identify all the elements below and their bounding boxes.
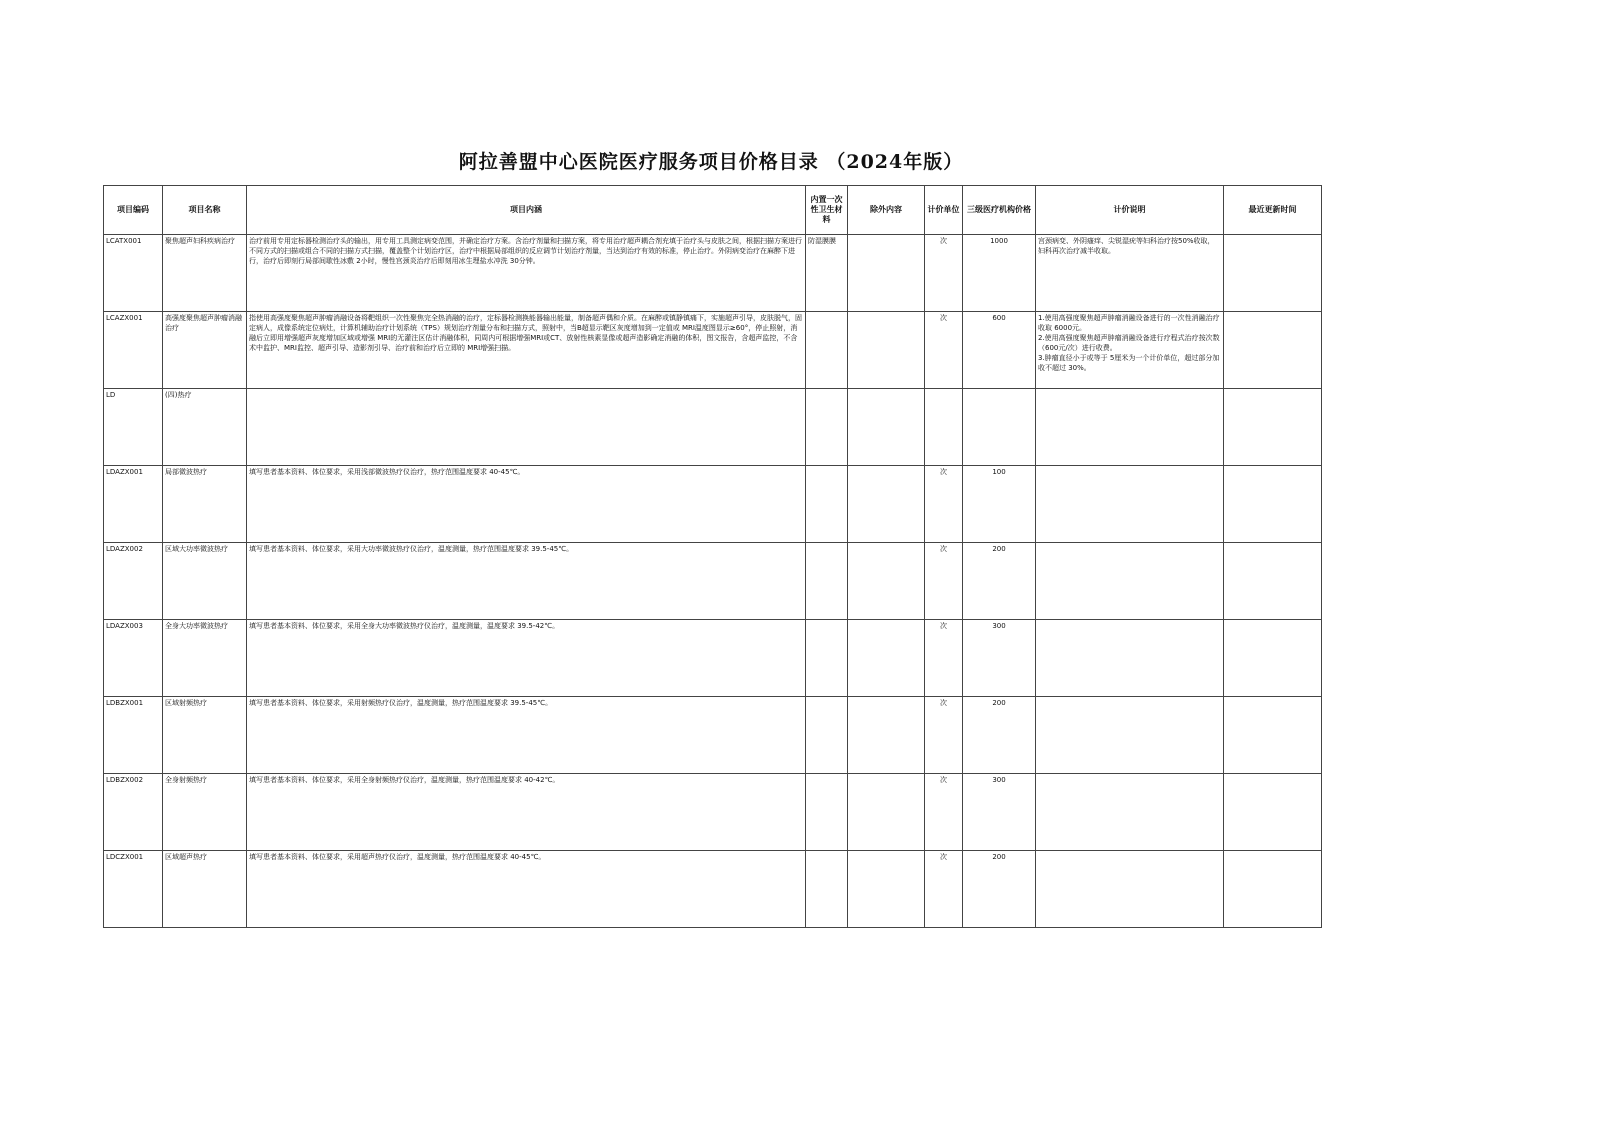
- cell-excluded: [848, 466, 925, 543]
- cell-excluded: [848, 774, 925, 851]
- cell-material: [806, 389, 848, 466]
- cell-note: [1036, 774, 1224, 851]
- cell-code: LDCZX001: [104, 851, 163, 928]
- cell-unit: [925, 389, 963, 466]
- cell-code: LCAZX001: [104, 312, 163, 389]
- table-row: [104, 774, 1322, 851]
- cell-price: [963, 389, 1036, 466]
- cell-excluded: [848, 312, 925, 389]
- cell-content: 填写患者基本资料、体位要求，采用射频热疗仪治疗，温度测量，热疗范围温度要求 39.5-45℃。: [247, 697, 806, 774]
- cell-unit: 次: [925, 543, 963, 620]
- cell-updated: [1224, 466, 1322, 543]
- table-header-row: [104, 186, 1322, 235]
- cell-content: 填写患者基本资料、体位要求，采用浅部微波热疗仪治疗，热疗范围温度要求 40-45℃。: [247, 466, 806, 543]
- table-row: [104, 851, 1322, 928]
- cell-updated: [1224, 312, 1322, 389]
- cell-unit: 次: [925, 697, 963, 774]
- cell-code: LDAZX003: [104, 620, 163, 697]
- cell-code: LCATX001: [104, 235, 163, 312]
- cell-content: 指使用高强度聚焦超声肿瘤消融设备将靶组织一次性聚焦完全热消融的治疗，定标器检测换能器输出能量，制备超声偶和介质。在麻醉或镇静镇痛下，实施超声引导，皮肤脱气，固定病人，成像系统定位病灶，计算机辅助治疗计划系统（TPS）规划治疗剂量分布和扫描方式，照射中，当B超显示靶区灰度增加到一定值或 MRI温度图显示≥60°，停止照射，消融后立即用增强超声灰度增加区域或增强 MRI的无灌注区估计消融体积，同周内可根据增强MRI或CT、放射性核素显像或超声造影确定消融的体积，图文报告，含超声监控，不含术中监护、MRI监控、超声引导、造影剂引导、治疗前和治疗后立即的 MRI增强扫描。: [247, 312, 806, 389]
- cell-material: [806, 312, 848, 389]
- cell-code: LDAZX002: [104, 543, 163, 620]
- cell-unit: 次: [925, 312, 963, 389]
- cell-content: 填写患者基本资料、体位要求，采用超声热疗仪治疗，温度测量，热疗范围温度要求 40-45℃。: [247, 851, 806, 928]
- header-updated: 最近更新时间: [1224, 186, 1322, 235]
- table-row: [104, 620, 1322, 697]
- cell-price: 100: [963, 466, 1036, 543]
- table-row: [104, 466, 1322, 543]
- table-row: [104, 389, 1322, 466]
- cell-content: 填写患者基本资料、体位要求，采用大功率微波热疗仪治疗，温度测量，热疗范围温度要求 39.5-45℃。: [247, 543, 806, 620]
- table-row: [104, 543, 1322, 620]
- cell-code: LD: [104, 389, 163, 466]
- table-row: [104, 697, 1322, 774]
- cell-note: [1036, 697, 1224, 774]
- cell-excluded: [848, 851, 925, 928]
- cell-updated: [1224, 851, 1322, 928]
- cell-content: [247, 389, 806, 466]
- cell-name: 高强度聚焦超声肿瘤消融治疗: [163, 312, 247, 389]
- cell-price: 1000: [963, 235, 1036, 312]
- header-note: 计价说明: [1036, 186, 1224, 235]
- cell-updated: [1224, 620, 1322, 697]
- cell-material: [806, 774, 848, 851]
- cell-unit: 次: [925, 851, 963, 928]
- cell-updated: [1224, 389, 1322, 466]
- cell-updated: [1224, 697, 1322, 774]
- cell-name: 区域大功率微波热疗: [163, 543, 247, 620]
- header-content: 项目内涵: [247, 186, 806, 235]
- cell-note: [1036, 466, 1224, 543]
- cell-updated: [1224, 774, 1322, 851]
- header-price: 三级医疗机构价格: [963, 186, 1036, 235]
- note-line: 宫颈病变、外阴瘙痒、尖锐湿疣等妇科治疗按50%收取，妇科再次治疗减半收取。: [1038, 237, 1215, 255]
- cell-price: 600: [963, 312, 1036, 389]
- cell-name: 区域射频热疗: [163, 697, 247, 774]
- cell-unit: 次: [925, 466, 963, 543]
- header-name: 项目名称: [163, 186, 247, 235]
- header-excluded: 除外内容: [848, 186, 925, 235]
- cell-note: [1036, 620, 1224, 697]
- cell-price: 200: [963, 543, 1036, 620]
- header-code: 项目编码: [104, 186, 163, 235]
- note-line: 1.使用高强度聚焦超声肿瘤消融设备进行的一次性消融治疗收取 6000元。: [1038, 314, 1220, 332]
- cell-name: 聚焦超声妇科疾病治疗: [163, 235, 247, 312]
- cell-updated: [1224, 235, 1322, 312]
- cell-code: LDBZX001: [104, 697, 163, 774]
- cell-code: LDBZX002: [104, 774, 163, 851]
- cell-name: 局部微波热疗: [163, 466, 247, 543]
- cell-material: [806, 620, 848, 697]
- cell-unit: 次: [925, 620, 963, 697]
- cell-unit: 次: [925, 235, 963, 312]
- cell-excluded: [848, 620, 925, 697]
- note-line: 2.使用高强度聚焦超声肿瘤消融设备进行疗程式治疗按次数（600元/次）进行收费。: [1038, 334, 1220, 352]
- cell-price: 200: [963, 851, 1036, 928]
- header-unit: 计价单位: [925, 186, 963, 235]
- cell-unit: 次: [925, 774, 963, 851]
- cell-note: [1036, 851, 1224, 928]
- cell-note: [1036, 543, 1224, 620]
- table-row: [104, 312, 1322, 389]
- cell-name: 全身射频热疗: [163, 774, 247, 851]
- cell-material: [806, 851, 848, 928]
- cell-price: 200: [963, 697, 1036, 774]
- cell-note: [1036, 389, 1224, 466]
- price-catalog-table: [103, 185, 1322, 928]
- note-line: 3.肿瘤直径小于或等于 5厘米为一个计价单位，超过部分加收不超过 30%。: [1038, 354, 1220, 372]
- cell-excluded: [848, 697, 925, 774]
- cell-content: 治疗前用专用定标器检测治疗头的输出，用专用工具测定病变范围，并确定治疗方案。含治疗剂量和扫描方案，将专用治疗超声耦合剂充填于治疗头与皮肤之间，根据扫描方案进行不同方式的扫描或组合不同的扫描方式扫描，覆盖整个计划治疗区，治疗中根据局部组织的反应调节计划治疗剂量，当达到治疗有效的标准，停止治疗。外阴病变治疗在麻醉下进行，治疗后即刻行局部间歇性冰敷 2小时，慢性宫颈炎治疗后即刻用冰生理盐水冲洗 30分钟。: [247, 235, 806, 312]
- cell-material: [806, 466, 848, 543]
- cell-material: [806, 697, 848, 774]
- page-title: 阿拉善盟中心医院医疗服务项目价格目录 （2024年版）: [458, 151, 964, 173]
- cell-name: (四)热疗: [163, 389, 247, 466]
- cell-name: 全身大功率微波热疗: [163, 620, 247, 697]
- cell-note: [1036, 235, 1224, 312]
- cell-updated: [1224, 543, 1322, 620]
- header-material: 内置一次性卫生材料: [806, 186, 848, 235]
- cell-content: 填写患者基本资料、体位要求，采用全身大功率微波热疗仪治疗，温度测量，温度要求 39.5-42℃。: [247, 620, 806, 697]
- cell-material: [806, 543, 848, 620]
- cell-excluded: [848, 235, 925, 312]
- cell-note: [1036, 312, 1224, 389]
- cell-excluded: [848, 389, 925, 466]
- cell-excluded: [848, 543, 925, 620]
- table-row: [104, 235, 1322, 312]
- cell-name: 区域超声热疗: [163, 851, 247, 928]
- cell-content: 填写患者基本资料、体位要求，采用全身射频热疗仪治疗，温度测量，热疗范围温度要求 40-42℃。: [247, 774, 806, 851]
- cell-material: 防湿膜膜: [806, 235, 848, 312]
- cell-code: LDAZX001: [104, 466, 163, 543]
- cell-price: 300: [963, 774, 1036, 851]
- cell-price: 300: [963, 620, 1036, 697]
